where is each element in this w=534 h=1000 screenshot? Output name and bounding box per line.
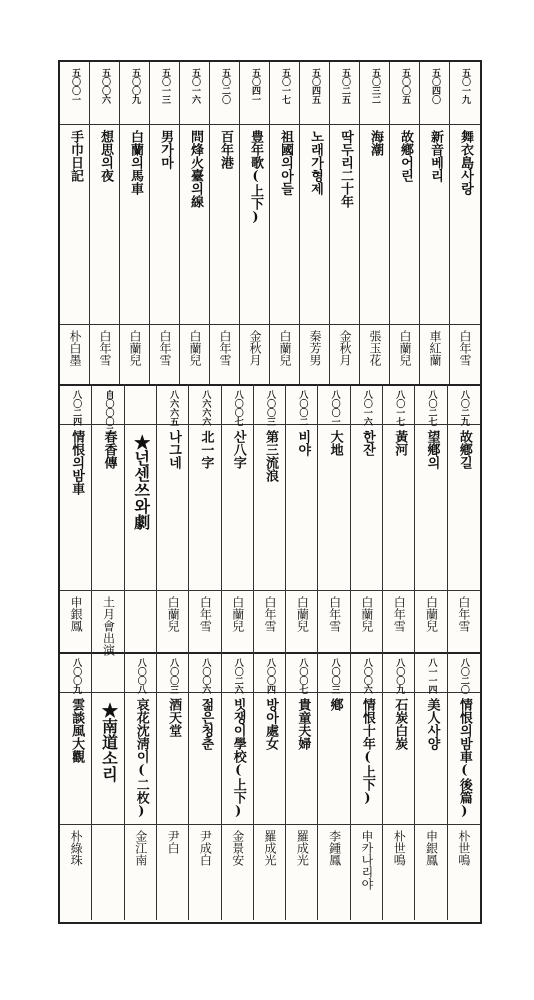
record-artist: 朴綠珠 xyxy=(69,830,84,866)
record-number: 八〇〇三 xyxy=(168,658,179,694)
record-title: 情恨十年(上下) xyxy=(359,698,375,806)
record-number: 八〇〇一 xyxy=(329,390,340,426)
record-artist: 朴白墨 xyxy=(68,330,82,366)
record-number: 五〇〇六 xyxy=(100,68,110,104)
record-number: 五〇〇九 xyxy=(130,68,140,104)
record-entry xyxy=(179,62,210,384)
record-entry xyxy=(414,384,447,652)
record-number: 八〇一六 xyxy=(361,390,372,426)
record-artist: 羅成光 xyxy=(295,830,310,866)
record-entry xyxy=(285,384,318,652)
record-artist: 金秋月 xyxy=(338,330,352,366)
record-title: 豊年歌(上下) xyxy=(248,130,263,225)
section-heading-column xyxy=(91,652,124,920)
record-title: 故鄕길 xyxy=(456,430,472,469)
record-artist: 白年雪 xyxy=(218,330,232,366)
record-title: 祖國의아들 xyxy=(278,130,293,195)
record-entry xyxy=(350,652,383,920)
record-artist: 張玉花 xyxy=(368,330,382,366)
record-title: 雲談風大觀 xyxy=(69,698,85,763)
record-entry xyxy=(269,62,300,384)
record-number: 五〇〇一 xyxy=(70,68,80,104)
record-artist: 白蘭兒 xyxy=(128,330,142,366)
record-artist: 申카나리야 xyxy=(359,830,374,890)
record-entry xyxy=(119,62,150,384)
record-title: 한잔 xyxy=(359,430,375,456)
record-entry xyxy=(239,62,270,384)
record-title: 大地 xyxy=(327,430,343,456)
section-popular-songs xyxy=(60,62,480,386)
record-title: 問烽火臺의線 xyxy=(188,130,203,208)
record-artist: 白蘭兒 xyxy=(188,330,202,366)
record-title: 젊은청춘 xyxy=(198,698,214,750)
record-title: 男가마 xyxy=(158,130,173,169)
catalog-page xyxy=(58,60,482,924)
record-artist: 羅成光 xyxy=(263,830,277,866)
record-number: 五〇四五 xyxy=(310,68,320,104)
record-entry xyxy=(359,62,390,384)
record-title: 노래가형제 xyxy=(308,130,323,195)
record-artist: 白蘭兒 xyxy=(359,596,374,632)
record-number: 八六六六 xyxy=(200,390,211,426)
record-entry xyxy=(449,62,480,384)
record-number: 八〇〇六 xyxy=(200,658,211,694)
record-artist: 白年雪 xyxy=(456,596,471,632)
record-title: 哀花沈淸이(二枚) xyxy=(133,698,149,819)
record-artist: 朴世鳴 xyxy=(456,830,471,866)
record-entry xyxy=(317,384,350,652)
record-artist: 白蘭兒 xyxy=(424,596,439,632)
record-number: 八〇〇六 xyxy=(361,658,372,694)
record-artist: 白年雪 xyxy=(198,596,213,632)
record-artist: 秦芳男 xyxy=(308,330,322,366)
record-artist: 申銀鳳 xyxy=(424,830,439,866)
record-artist: 金江南 xyxy=(133,830,148,866)
record-title: 春香傳 xyxy=(101,430,117,469)
record-artist: 車紅蘭 xyxy=(428,330,442,366)
record-number: 八六六五 xyxy=(168,390,179,426)
record-number: 五〇二五 xyxy=(340,68,350,104)
record-number: 八〇〇八 xyxy=(135,658,146,694)
record-artist: 尹白 xyxy=(166,830,181,854)
record-title: 비야 xyxy=(295,430,311,456)
section-heading: ★南道소리 xyxy=(99,702,119,782)
record-entry xyxy=(91,384,124,656)
record-artist: 白年雪 xyxy=(98,330,112,366)
record-title: 手巾日記 xyxy=(68,130,83,182)
record-entry xyxy=(89,62,120,384)
record-entry xyxy=(188,652,221,920)
record-entry xyxy=(447,652,480,920)
record-title: 黃河 xyxy=(392,430,408,456)
record-entry xyxy=(156,652,189,920)
record-number: 八〇〇九 xyxy=(394,658,405,694)
record-artist: 李鍾鳳 xyxy=(327,830,342,866)
record-number: 八〇〇三 xyxy=(265,390,275,426)
record-entry xyxy=(414,652,447,920)
record-entry xyxy=(389,62,420,384)
record-number: 八〇〇四 xyxy=(265,658,275,694)
record-number: 八〇二〇 xyxy=(458,658,469,694)
record-title: 딱두리二十年 xyxy=(338,130,353,208)
record-title: 望鄕의 xyxy=(424,430,440,469)
record-artist: 白年雪 xyxy=(263,596,277,632)
record-number: 五〇一三 xyxy=(160,68,170,104)
record-entry xyxy=(329,62,360,384)
record-number: 八〇二四 xyxy=(71,390,82,426)
record-artist: 白蘭兒 xyxy=(278,330,292,366)
record-number: 五〇四〇 xyxy=(430,68,440,104)
record-title: 鄕 xyxy=(327,698,343,711)
record-number: 八〇〇七 xyxy=(232,390,243,426)
record-number: 八〇〇九 xyxy=(71,658,82,694)
record-number: 八〇二六 xyxy=(232,658,243,694)
record-artist: 白蘭兒 xyxy=(398,330,412,366)
record-number: 八一一四 xyxy=(426,658,437,694)
section-comedy-drama xyxy=(60,384,480,654)
record-artist: 白蘭兒 xyxy=(166,596,181,632)
record-number: 自〇〇〇二 xyxy=(103,390,114,435)
record-title: 情恨의밤車(後篇) xyxy=(456,698,472,819)
record-title: 新音베리 xyxy=(428,130,443,182)
record-entry xyxy=(253,652,286,920)
record-entry xyxy=(253,384,286,652)
record-number: 八〇〇三 xyxy=(329,658,340,694)
record-title: 情恨의밤車 xyxy=(69,430,85,495)
record-artist: 朴世鳴 xyxy=(392,830,407,866)
record-entry xyxy=(350,384,383,652)
record-entry xyxy=(317,652,350,920)
section-heading: ★넌센쓰와劇 xyxy=(131,434,151,530)
record-entry xyxy=(188,384,221,652)
record-artist: 金景安 xyxy=(230,830,245,866)
record-title: 나그네 xyxy=(166,430,182,469)
record-title: 貴童夫婦 xyxy=(295,698,311,750)
record-entry xyxy=(447,384,480,652)
record-entry xyxy=(285,652,318,920)
record-title: 北一字 xyxy=(198,430,214,469)
record-artist: 白年雪 xyxy=(458,330,472,366)
record-artist: 土月會出演 xyxy=(101,596,116,656)
record-artist: 白蘭兒 xyxy=(295,596,310,632)
record-number: 八〇二九 xyxy=(458,390,469,426)
record-number: 五〇二〇 xyxy=(220,68,230,104)
record-title: 酒天堂 xyxy=(166,698,182,737)
record-number: 八〇一七 xyxy=(394,390,405,426)
record-title: 想思의夜 xyxy=(98,130,113,182)
record-title: 石炭白炭 xyxy=(392,698,408,750)
record-title: 故鄕어린 xyxy=(398,130,413,182)
record-artist: 尹成白 xyxy=(198,830,213,866)
record-title: 百年港 xyxy=(218,130,233,169)
record-number: 五〇三二 xyxy=(370,68,380,104)
record-entry xyxy=(299,62,330,384)
record-entry xyxy=(209,62,240,384)
record-title: 방아處女 xyxy=(263,698,278,750)
record-entry xyxy=(382,652,415,920)
record-title: 舞衣島사랑 xyxy=(458,130,473,195)
record-artist: 申銀鳳 xyxy=(69,596,84,632)
record-entry xyxy=(124,652,157,920)
record-entry xyxy=(60,652,92,920)
record-title: 海潮 xyxy=(368,130,383,156)
record-number: 八〇〇七 xyxy=(297,658,308,694)
record-artist: 白年雪 xyxy=(158,330,172,366)
record-entry xyxy=(149,62,180,384)
record-number: 五〇一六 xyxy=(190,68,200,104)
record-artist: 白蘭兒 xyxy=(230,596,245,632)
record-number: 五〇一七 xyxy=(280,68,290,104)
section-folk-songs xyxy=(60,652,480,920)
record-number: 五〇四一 xyxy=(250,68,260,104)
record-artist: 白年雪 xyxy=(392,596,407,632)
record-title: 산八字 xyxy=(230,430,246,469)
record-artist: 白年雪 xyxy=(327,596,342,632)
record-entry xyxy=(419,62,450,384)
record-number: 八〇〇二 xyxy=(297,390,308,426)
record-artist: 金秋月 xyxy=(248,330,262,366)
record-number: 五〇一九 xyxy=(460,68,470,104)
record-entry xyxy=(60,62,90,384)
record-title: 白蘭의馬車 xyxy=(128,130,143,195)
section-heading-column xyxy=(124,384,157,652)
record-title: 美人사양 xyxy=(424,698,440,750)
record-title: 第三流浪 xyxy=(263,430,278,482)
record-entry xyxy=(156,384,189,652)
record-entry xyxy=(221,384,254,652)
record-entry xyxy=(221,652,254,920)
record-entry xyxy=(382,384,415,652)
record-number: 八〇二七 xyxy=(426,390,437,426)
record-entry xyxy=(60,384,92,652)
record-title: 빗쟁이學校(上下) xyxy=(230,698,246,819)
record-number: 五〇〇五 xyxy=(400,68,410,104)
